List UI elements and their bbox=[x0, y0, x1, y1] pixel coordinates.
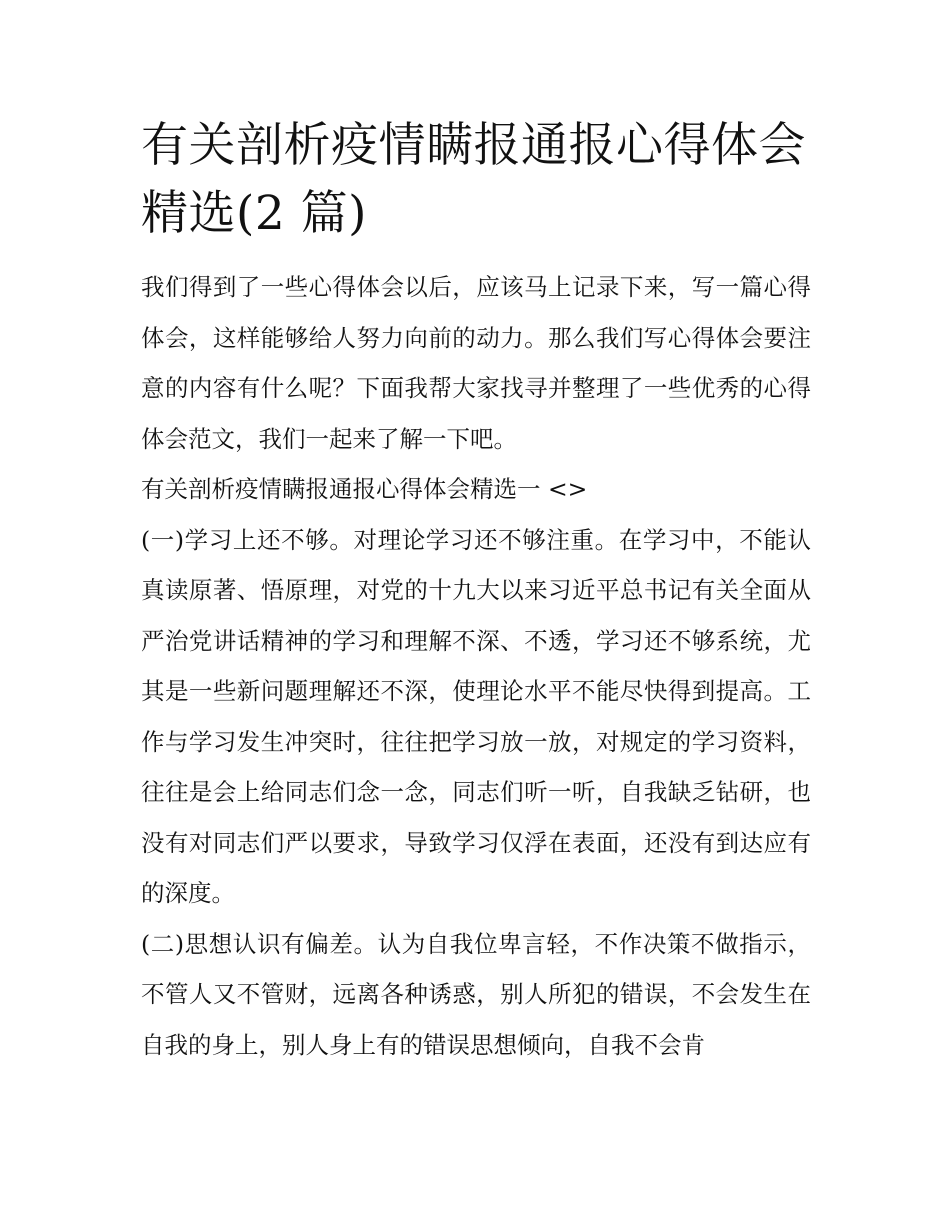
paragraph-study: (一)学习上还不够。对理论学习还不够注重。在学习中，不能认真读原著、悟原理，对党的十九大以来习近平总书记有关全面从严治党讲话精神的学习和理解不深、不透，学习还不够系统，尤其是一些新问题理解还不深，使理论水平不能尽快得到提高。工作与学习发生冲突时，往往把学习放一放，对规定的学习资料，往往是会上给同志们念一念，同志们听一听，自我缺乏钻研，也没有对同志们严以要求，导致学习仅浮在表面，还没有到达应有的深度。 bbox=[141, 525, 811, 907]
document-title: 有关剖析疫情瞒报通报心得体会精选(2 篇) bbox=[141, 118, 806, 241]
paragraph-thinking: (二)思想认识有偏差。认为自我位卑言轻，不作决策不做指示，不管人又不管财，远离各种诱惑，别人所犯的错误，不会发生在自我的身上，别人身上有的错误思想倾向，自我不会肯 bbox=[141, 929, 811, 1059]
document-body bbox=[141, 112, 811, 1070]
intro-paragraph: 我们得到了一些心得体会以后，应该马上记录下来，写一篇心得体会，这样能够给人努力向前的动力。那么我们写心得体会要注意的内容有什么呢？下面我帮大家找寻并整理了一些优秀的心得体会范文，我们一起来了解一下吧。 bbox=[141, 273, 811, 453]
section-heading: 有关剖析疫情瞒报通报心得体会精选一 <> bbox=[141, 475, 588, 503]
